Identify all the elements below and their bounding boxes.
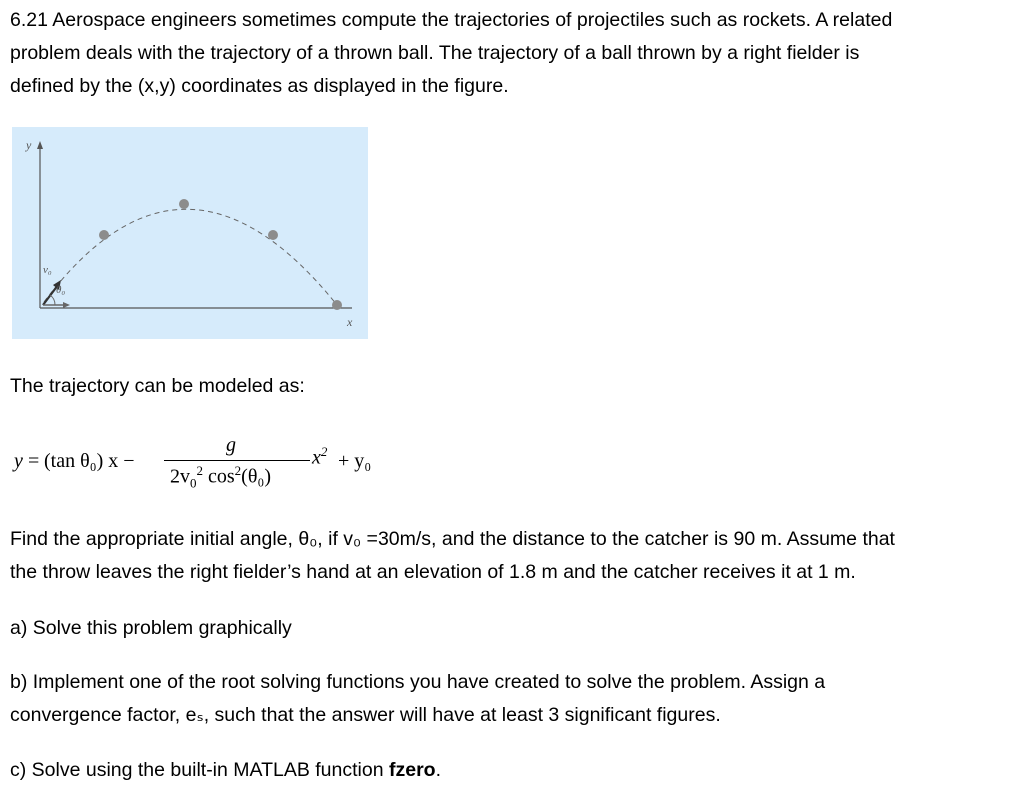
figure-background [12, 127, 368, 339]
eq-equals: = [28, 450, 40, 472]
part-a: a) Solve this problem graphically [10, 617, 292, 639]
x-sup: 2 [320, 444, 328, 459]
theta-label: θ₀ [56, 284, 66, 296]
den-coef: 2v [170, 465, 190, 488]
find-line-1: Find the appropriate initial angle, θ₀, if v₀ =30m/s, and the distance to the catcher is 90 m. Assume that [10, 528, 895, 550]
den-sup: 2 [196, 463, 203, 478]
den-sub: 0 [190, 475, 197, 491]
part-c-function: fzero [388, 759, 436, 781]
trajectory-point [179, 199, 189, 209]
x-term: x [312, 446, 321, 469]
intro-line-2: problem deals with the trajectory of a thrown ball. The trajectory of a ball thrown by a right fielder is [10, 42, 860, 64]
trajectory-point [99, 230, 109, 240]
eq-lhs: y [14, 450, 23, 472]
den-cos: cos [208, 465, 235, 488]
part-c [10, 754, 441, 787]
part-c-suffix: . [435, 759, 441, 781]
trajectory-equation [14, 434, 394, 498]
problem-intro [10, 4, 892, 103]
eq-numerator: g [226, 434, 236, 456]
fraction-bar [164, 460, 310, 461]
x-axis-label: x [347, 315, 353, 329]
trajectory-figure [12, 127, 368, 339]
trajectory-point [332, 300, 342, 310]
intro-line-1: 6.21 Aerospace engineers sometimes compute the trajectories of projectiles such as rockets. A related [10, 9, 893, 31]
eq-denominator [170, 463, 271, 492]
trajectory-point [268, 230, 278, 240]
part-b-line-1: b) Implement one of the root solving functions you have created to solve the problem. Assign a [10, 671, 826, 693]
v0-label: v₀ [43, 264, 52, 276]
eq-plus-y0: + y₀ [338, 450, 372, 472]
find-statement [10, 523, 895, 589]
part-b [10, 666, 825, 732]
eq-tan-term: (tan θ₀) x − [44, 450, 135, 472]
part-c-prefix: c) Solve using the built-in MATLAB function [10, 759, 389, 781]
part-b-line-2: convergence factor, eₛ, such that the answer will have at least 3 significant figures. [10, 704, 721, 726]
eq-x-term [312, 444, 327, 470]
y-axis-label: y [26, 138, 32, 152]
find-line-2: the throw leaves the right fielder’s hand at an elevation of 1.8 m and the catcher receives it at 1 m. [10, 561, 856, 583]
den-cos-sup: 2 [234, 463, 242, 478]
model-intro: The trajectory can be modeled as: [10, 375, 305, 397]
intro-line-3: defined by the (x,y) coordinates as displayed in the figure. [10, 75, 509, 97]
den-arg: (θ₀) [241, 465, 272, 488]
trajectory-svg [12, 127, 368, 339]
